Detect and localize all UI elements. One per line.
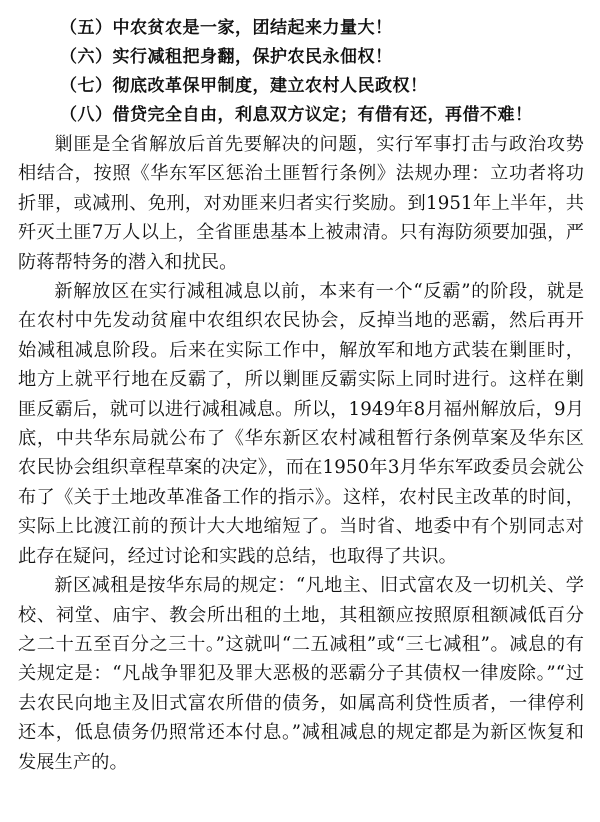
slogan-list	[18, 14, 584, 130]
slogan-item: （五）中农贫农是一家，团结起来力量大！	[60, 18, 393, 38]
slogan-item: （六）实行减租把身翻，保护农民永佃权！	[60, 47, 393, 67]
slogan-item: （七）彻底改革保甲制度，建立农村人民政权！	[60, 76, 428, 96]
paragraph-bandit-suppression: 剿匪是全省解放后首先要解决的问题，实行军事打击与政治攻势相结合，按照《华东军区惩治土匪暂行条例》法规办理：立功者将功折罪，或减刑、免刑，对劝匪来归者实行奖励。到1951年上半年，共歼灭土匪7万人以上，全省匪患基本上被肃清。只有海防须要加强，严防蒋帮特务的潜入和扰民。	[18, 134, 584, 273]
slogan-item: （八）借贷完全自由，利息双方议定；有借有还，再借不难！	[60, 105, 533, 125]
paragraph-anti-tyrant: 新解放区在实行减租减息以前，本来有一个“反霸”的阶段，就是在农村中先发动贫雇中农组织农民协会，反掉当地的恶霸，然后再开始减租减息阶段。后来在实际工作中，解放军和地方武装在剿匪时，地方上就平行地在反霸了，所以剿匪反霸实际上同时进行。这样在剿匪反霸后，就可以进行减租减息。所以，1949年8月福州解放后，9月底，中共华东局就公布了《华东新区农村减租暂行条例草案及华东区农民协会组织章程草案的决定》，而在1950年3月华东军政委员会就公布了《关于土地改革准备工作的指示》。这样，农村民主改革的时间，实际上比渡江前的预计大大地缩短了。当时省、地委中有个别同志对此存在疑问，经过讨论和实践的总结，也取得了共识。	[18, 281, 584, 567]
paragraph-rent-reduction: 新区减租是按华东局的规定：“凡地主、旧式富农及一切机关、学校、祠堂、庙宇、教会所出租的土地，其租额应按照原租额减低百分之二十五至百分之三十。”这就叫“二五减租”或“三七减租”。减息的有关规定是：“凡战争罪犯及罪大恶极的恶霸分子其债权一律废除。”“过去农民向地主及旧式富农所借的债务，如属高利贷性质者，一律停利还本，低息债务仍照常还本付息。”减租减息的规定都是为新区恢复和发展生产的。	[18, 575, 584, 773]
